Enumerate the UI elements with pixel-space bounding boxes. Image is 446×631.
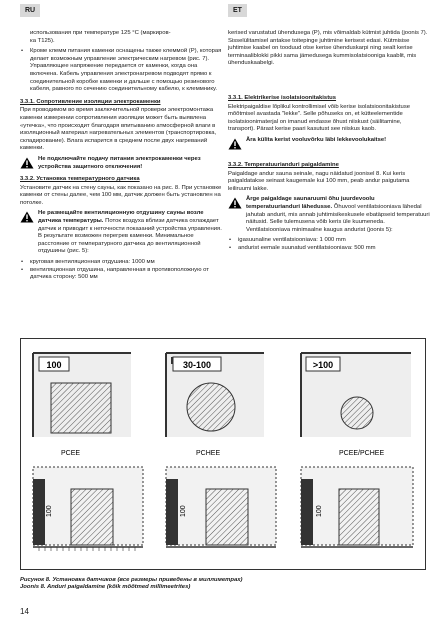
dimension-label-3 xyxy=(306,357,340,371)
figure-drawing xyxy=(21,339,425,569)
figure-panel-1 xyxy=(33,353,143,551)
ru-intro-line2: ка T125). xyxy=(30,37,55,44)
ru-sec332-title: 3.3.2. Установка температурного датчика xyxy=(20,176,140,183)
et-sec331-title: 3.3.1. Elektrikerise isolatsioonitakistus xyxy=(228,94,337,101)
ru-intro-list xyxy=(20,48,222,94)
ru-intro-bullet: • Кроме клемм питания каменки оснащены также клеммой (P), которая делает возможным управление электрическим нагревом (рис. 7). Управляющее напряжение передается от каменки, когда она включена. Кабель управления электронагревом подводят прямо к соединительной коробке каменки и дальше с помощью резинового кабеля, равного по сечению соединительному кабелю, к клеммнику. xyxy=(20,48,222,94)
svg-text:100: 100 xyxy=(46,360,62,370)
ru-intro-line1: использования при температуре 125 °C (маркиров- xyxy=(30,30,171,36)
et-sec332-warning-text xyxy=(246,196,430,234)
figure-caption xyxy=(20,577,243,592)
ru-sec332-text: Установите датчик на стену сауны, как показано на рис. 8. При установке каменки от стены далее, чем 100 мм, датчик должен быть установлен на потолке. xyxy=(20,184,222,206)
svg-text:>100: >100 xyxy=(312,360,334,370)
dimension-label-1 xyxy=(39,357,69,371)
side-dimension-label: 100 xyxy=(46,505,53,517)
warning-icon xyxy=(228,138,242,150)
ru-sec332-warning xyxy=(20,210,222,256)
ru-vent-list xyxy=(20,259,222,282)
et-intro: kerised varustatud ühendusega (P), mis võimaldab kütmist juhtida (joonis 7). Sisselülitamisel antakse toitepinge juhtimine kerisest edasi. Kütmisise juhtimise kaabel on tooduud otse kerise ühenduskarpi ning sealt kerise terminaaliblokki pikki sama jämedusega kummisolatsiooniga kaablit, mis ühenduskaabelgi. xyxy=(228,30,428,67)
page-number: 14 xyxy=(20,607,29,616)
et-sec332-warning xyxy=(228,196,430,234)
dimension-label-2 xyxy=(173,357,221,371)
ru-vent-item: • круговая вентиляционная отдушина: 1000 мм xyxy=(20,259,222,267)
ru-sec331-text: При проводимом во время заключительной проверки электромонтажа каменки измерении сопротивления изоляции может быть выявлена «утечка», что происходит благодаря впитыванию атмосферной влаги в изоляционный материал нагревательных элементов (транспортировка, складирование). Влага испарится в среднем после двух нагреваний каменки. xyxy=(20,107,217,152)
ru-sec331-warning-text: Не подключайте подачу питания электрокаменки через устройства защитного отключения! xyxy=(38,155,201,170)
lang-tab-et: ET xyxy=(228,4,247,17)
warning-icon xyxy=(20,211,34,223)
svg-text:30-100: 30-100 xyxy=(182,360,212,370)
caption-ru: Рисунок 8. Установка датчиков (все размеры приведены в миллиметрах) xyxy=(20,577,243,583)
ru-sec332-warning-text xyxy=(38,210,222,256)
model-label: PCHEE xyxy=(196,450,221,457)
model-label: PCEE xyxy=(61,450,81,457)
ru-sec332-warning-bold: Не размещайте вентиляционную отдушину сауны возле датчика температуры. xyxy=(38,210,204,225)
et-sec332-warning-bold: Ärge paigaldage saunaruumi õhu juurdevoolu temperatuurianduri lähedusse. xyxy=(246,196,375,210)
ru-sec331-warning xyxy=(20,156,222,171)
side-dimension-label: 100 xyxy=(316,505,323,517)
caption-et: Joonis 8. Anduri paigaldamine (kõik mõõtmed millimeetrites) xyxy=(20,584,191,591)
et-sec332-warning-rest: Õhuvool ventilatsiooniava lähedal jahutab andurit, mis annab juhtimisikeskusele ebatäpseid temperatuuri näitusid. Selle tulemusena võib keris üle kuumeneda. Ventilatsiooniava minimaalne kaugus andurist (joonis 5): xyxy=(246,203,430,233)
warning-icon xyxy=(20,157,34,169)
lang-tab-ru: RU xyxy=(20,4,40,17)
et-vent-item: • igasuunaline ventilatsiooniava: 1 000 mm xyxy=(228,237,430,245)
et-sec331-warning-text: Ära külita kerist vooluvõrku läbi lekkevoolukaitse! xyxy=(246,136,387,143)
column-et xyxy=(228,30,430,252)
side-dimension-label: 100 xyxy=(180,505,187,517)
et-sec331-warning xyxy=(228,137,430,150)
sensor-installation-figure xyxy=(20,338,426,570)
et-vent-list xyxy=(228,237,430,252)
model-label: PCEE/PCHEE xyxy=(339,450,385,457)
warning-icon xyxy=(228,197,242,209)
et-sec332-text: Paigaldage andur sauna seinale, nagu näidatud joonisel 8. Kui keris paigaldatakse seinast kaugemale kui 100 mm, peab andur paigutama leiliruumi lakke. xyxy=(228,170,410,192)
ru-sec331-title: 3.3.1. Сопротивление изоляции электрокаменки xyxy=(20,98,161,105)
et-sec332-title: 3.3.2. Temperatuurianduri paigaldamine xyxy=(228,161,339,168)
et-sec331-text: Elektripaigaldise lõplikul kontrollimisel võib kerise isolatsioonitakistuse mõõtmisel avastada "lekke". Selle põhuseks on, et kütteelementide isolatsioonimaterjal on imanud endasse õhust niiskust (säilitamine, transport). Pärast kerise paari kasutust see niiskus kaob. xyxy=(228,103,411,133)
ru-intro xyxy=(20,30,222,45)
column-ru xyxy=(20,30,222,282)
et-vent-item: • andurist eemale suunatud ventilatsiooniava: 500 mm xyxy=(228,245,430,253)
ru-vent-item: • вентиляционная отдушина, направленная в противоположную от датчика сторону: 500 мм xyxy=(20,267,222,282)
ru-sec332-warning-rest: Поток воздуха вблизи датчика охлаждает датчик и приводит к неточности показаний устройства управления. В результате возможен перегрев каменки. Минимальное расстояние от температурного датчика до вентиляционной отдушины (рис. 5): xyxy=(38,218,222,255)
